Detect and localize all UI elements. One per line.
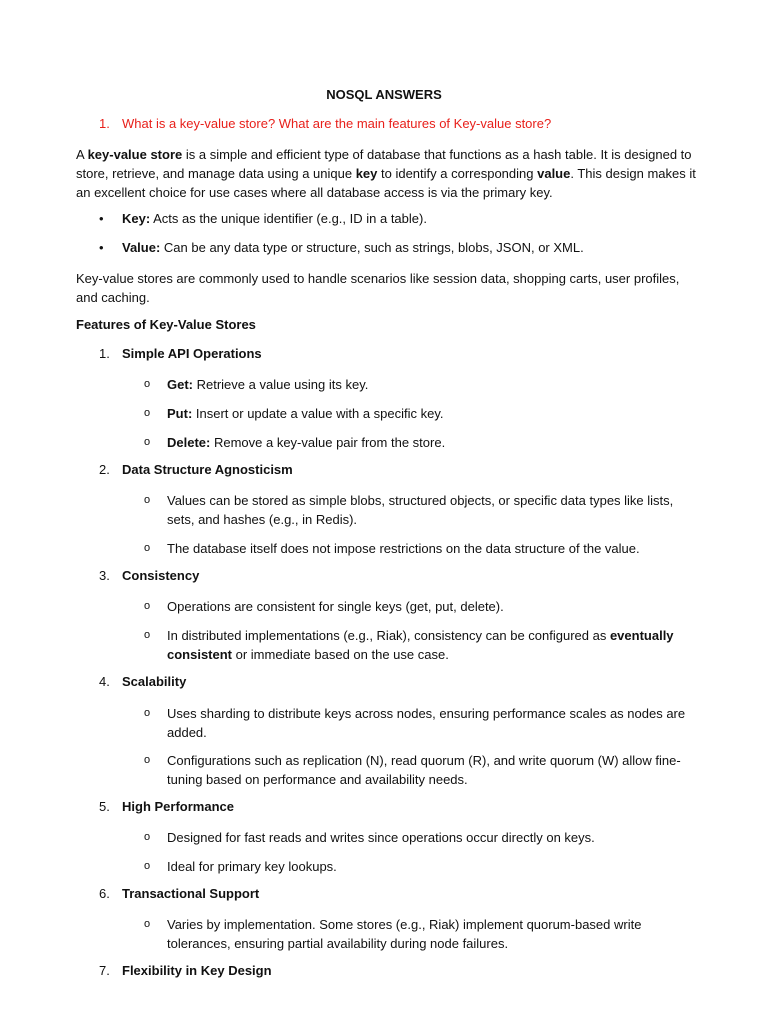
feature-label: Data Structure Agnosticism — [122, 462, 293, 477]
intro-text-4: . This design makes it an excellent choice for use cases where all database access is via the primary key. — [76, 166, 696, 200]
question-line — [99, 116, 551, 131]
question-number: 1. — [99, 116, 110, 131]
usage-paragraph: Key-value stores are commonly used to handle scenarios like session data, shopping carts, user profiles, and caching. — [76, 271, 680, 305]
feature-item — [99, 886, 259, 901]
feature-label: High Performance — [122, 799, 234, 814]
intro-text-2: is a simple and efficient type of database that functions as a hash table. It is designed to store, retrieve, and manage data using a unique — [76, 147, 692, 181]
circle-bullet-icon: o — [144, 600, 151, 612]
intro-text-1: A — [76, 147, 88, 162]
sub-text: The database itself does not impose restrictions on the data structure of the value. — [167, 541, 640, 556]
bullet-text: Can be any data type or structure, such as strings, blobs, JSON, or XML. — [160, 240, 584, 255]
bullet-label: Key: — [122, 211, 151, 226]
sub-text: Retrieve a value using its key. — [193, 377, 369, 392]
sub-text-2: or immediate based on the use case. — [232, 647, 449, 662]
bullet-item — [99, 211, 427, 226]
circle-bullet-icon: o — [144, 494, 151, 506]
question-text: What is a key-value store? What are the main features of Key-value store? — [122, 116, 552, 131]
circle-bullet-icon: o — [144, 436, 151, 448]
sub-text: Varies by implementation. Some stores (e.g., Riak) implement quorum-based write tolerances, ensuring partial availability during node failures. — [167, 917, 642, 951]
feature-item — [99, 462, 293, 477]
intro-text-3: to identify a corresponding — [377, 166, 538, 181]
sub-text: In distributed implementations (e.g., Riak), consistency can be configured as — [167, 628, 610, 643]
feature-label: Transactional Support — [122, 886, 260, 901]
intro-paragraph — [76, 145, 696, 202]
sub-bold: eventually consistent — [167, 628, 674, 662]
feature-number: 1. — [99, 346, 110, 361]
circle-bullet-icon: o — [144, 831, 151, 843]
circle-bullet-icon: o — [144, 629, 151, 641]
intro-bold-2: key — [355, 166, 378, 181]
document-title: NOSQL ANSWERS — [326, 87, 442, 102]
circle-bullet-icon: o — [144, 542, 151, 554]
sub-label: Delete: — [167, 435, 211, 450]
circle-bullet-icon: o — [144, 860, 151, 872]
feature-number: 6. — [99, 886, 110, 901]
feature-number: 5. — [99, 799, 110, 814]
circle-bullet-icon: o — [144, 378, 151, 390]
feature-label: Flexibility in Key Design — [122, 963, 272, 978]
feature-item — [99, 674, 186, 689]
bullet-item — [99, 240, 584, 255]
circle-bullet-icon: o — [144, 918, 151, 930]
feature-number: 7. — [99, 963, 110, 978]
bullet-label: Value: — [122, 240, 161, 255]
feature-label: Consistency — [122, 568, 200, 583]
feature-number: 4. — [99, 674, 110, 689]
bullet-text: Acts as the unique identifier (e.g., ID in a table). — [150, 211, 427, 226]
intro-bold-3: value — [537, 166, 571, 181]
sub-text: Configurations such as replication (N), read quorum (R), and write quorum (W) allow fine-tuning based on performance and availability needs. — [167, 753, 681, 787]
circle-bullet-icon: o — [144, 407, 151, 419]
sub-label: Get: — [167, 377, 193, 392]
feature-label: Scalability — [122, 674, 187, 689]
circle-bullet-icon: o — [144, 754, 151, 766]
features-heading: Features of Key-Value Stores — [76, 317, 256, 332]
sub-text: Designed for fast reads and writes since operations occur directly on keys. — [167, 830, 595, 845]
sub-text: Insert or update a value with a specific key. — [192, 406, 444, 421]
feature-item — [99, 568, 199, 583]
sub-text: Uses sharding to distribute keys across nodes, ensuring performance scales as nodes are added. — [167, 706, 686, 740]
sub-label: Put: — [167, 406, 193, 421]
feature-number: 3. — [99, 568, 110, 583]
intro-bold-1: key-value store — [87, 147, 183, 162]
bullet-icon: • — [99, 211, 104, 226]
sub-text: Values can be stored as simple blobs, structured objects, or specific data types like lists, sets, and hashes (e.g., in Redis). — [167, 493, 674, 527]
sub-text: Ideal for primary key lookups. — [167, 859, 337, 874]
feature-label: Simple API Operations — [122, 346, 262, 361]
sub-text: Remove a key-value pair from the store. — [210, 435, 446, 450]
bullet-icon: • — [99, 240, 104, 255]
feature-item — [99, 799, 234, 814]
sub-text: Operations are consistent for single keys (get, put, delete). — [167, 599, 504, 614]
feature-item — [99, 963, 272, 978]
circle-bullet-icon: o — [144, 707, 151, 719]
feature-item — [99, 346, 262, 361]
feature-number: 2. — [99, 462, 110, 477]
